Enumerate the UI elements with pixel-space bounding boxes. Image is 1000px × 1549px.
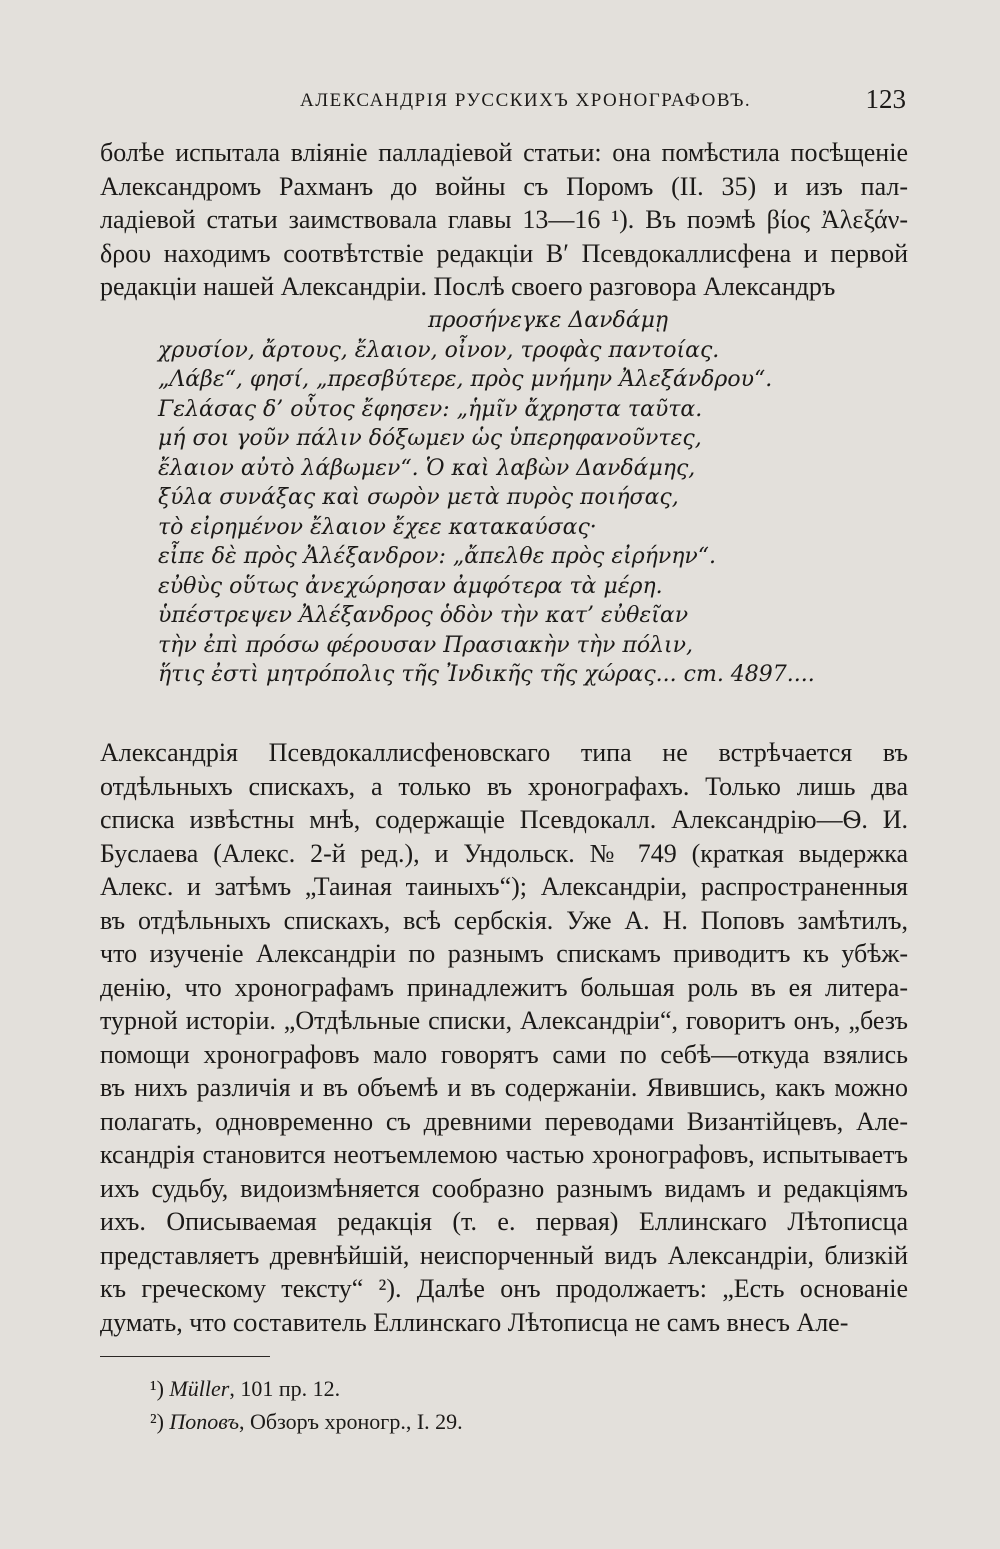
greek-verse-quotation [158, 306, 858, 690]
verse-line: εἶπε δὲ πρὸς Ἀλέξανδρον: „ἄπελθε πρὸς εἰρήνην“. [158, 544, 717, 569]
paragraph-intro [100, 136, 908, 304]
verse-line: μή σοι γοῦν πάλιν δόξωμεν ὡς ὑπερηφανοῦντες, [158, 426, 702, 451]
text-line: въ нихъ различія и въ объемѣ и въ содержаніи. Явившись, какъ можно [100, 1073, 908, 1102]
verse-line: τὸ εἰρημένον ἔλαιον ἔχεε κατακαύσας· [158, 514, 597, 540]
text-line: отдѣльныхъ спискахъ, а только въ хронографахъ. Только лишь два [100, 771, 908, 801]
footnote-author: Поповъ [169, 1409, 239, 1434]
text-line: ихъ. Описываемая редакція (т. е. первая) Еллинскаго Лѣтописца [100, 1207, 908, 1236]
text-line: къ греческому тексту“ ²). Далѣе онъ продолжаетъ: „Есть основаніе [100, 1274, 908, 1303]
text-line: редакціи нашей Александріи. Послѣ своего разговора Александръ [100, 272, 836, 301]
footnote-2 [150, 1405, 463, 1438]
verse-line: χρυσίον, ἄρτους, ἔλαιον, οἶνον, τροφὰς παντοίας. [158, 337, 720, 363]
page-header [100, 86, 908, 116]
text-line: болѣе испытала вліяніе палладіевой статьи: она помѣстила посѣщеніе [100, 138, 908, 167]
text-line: думать, что составитель Еллинскаго Лѣтописца не самъ внесъ Але- [100, 1307, 849, 1337]
text-line: въ отдѣльныхъ спискахъ, всѣ сербскія. Уже А. Н. Поповъ замѣтилъ, [100, 905, 908, 935]
footnote-text: , 101 пр. 12. [229, 1376, 341, 1401]
paragraph-main [100, 736, 908, 1339]
text-line: что изученіе Александріи по разнымъ спискамъ приводитъ къ убѣж- [100, 939, 908, 968]
text-line: ксандрія становится неотъемлемою частью хронографовъ, испытываетъ [100, 1140, 908, 1169]
text-line: денію, что хронографамъ принадлежитъ большая роль въ ея литера- [100, 972, 908, 1002]
text-line: полагать, одновременно съ древними переводами Византійцевъ, Але- [100, 1106, 908, 1136]
verse-line: εὐθὺς οὕτως ἀνεχώρησαν ἀμφότερα τὰ μέρη. [158, 573, 663, 599]
text-line: Александромъ Рахманъ до войны съ Поромъ (II. 35) и изъ пал- [100, 171, 908, 201]
footnote-mark: ²) [150, 1409, 164, 1434]
footnote-divider [100, 1356, 270, 1357]
text-line: представляетъ древнѣйшій, неиспорченный видъ Александріи, близкій [100, 1240, 908, 1270]
text-line: списка извѣстны мнѣ, содержащіе Псевдокалл. Александрію—Ѳ. И. [100, 805, 908, 834]
text-line: Александрія Псевдокаллисфеновскаго типа не встрѣчается въ [100, 738, 908, 767]
text-line: Буслаева (Алекс. 2-й ред.), и Ундольск. № 749 (краткая выдержка [100, 838, 908, 868]
verse-line: ἔλαιον αὐτὸ λάβωμεν“. Ὁ καὶ λαβὼν Δανδάμης, [158, 455, 696, 481]
footnote-1 [150, 1372, 463, 1405]
footnote-text: , Обзоръ хроногр., I. 29. [239, 1409, 463, 1434]
verse-line: προσήνεγκε Δανδάμῃ [428, 308, 669, 333]
text-line: турной исторіи. „Отдѣльные списки, Александріи“, говоритъ онъ, „безъ [100, 1006, 908, 1035]
verse-line: „Λάβε“, φησί, „πρεσβύτερε, πρὸς μνήμην Ἀλεξάνδρου“. [158, 367, 773, 392]
verse-line: ἥτις ἐστὶ μητρόπολις τῆς Ἰνδικῆς τῆς χώρας... ст. 4897.... [158, 662, 815, 687]
text-line: ихъ судьбу, видоизмѣняется сообразно разнымъ видамъ и редакціямъ [100, 1173, 908, 1203]
verse-line: ξύλα συνάξας καὶ σωρὸν μετὰ πυρὸς ποιήσας, [158, 485, 679, 510]
footnotes [150, 1372, 463, 1438]
verse-line: τὴν ἐπὶ πρόσω φέρουσαν Πρασιακὴν τὴν πόλιν, [158, 632, 694, 658]
footnote-mark: ¹) [150, 1376, 164, 1401]
running-title: АЛЕКСАНДРІЯ РУССКИХЪ ХРОНОГРАФОВЪ. [300, 90, 752, 111]
verse-line: Γελάσας δ’ οὗτος ἔφησεν: „ἡμῖν ἄχρηστα ταῦτα. [158, 396, 703, 422]
text-line: δρου находимъ соотвѣтствіе редакціи B′ Псевдокаллисфена и первой [100, 238, 908, 268]
page-number: 123 [865, 84, 906, 114]
text-line: помощи хронографовъ мало говорятъ сами по себѣ—откуда взялись [100, 1039, 908, 1069]
text-line: ладіевой статьи заимствовала главы 13—16 ¹). Въ поэмѣ βίος Ἀλεξάν- [100, 205, 908, 234]
footnote-author: Müller [169, 1376, 230, 1401]
text-line: Алекс. и затѣмъ „Таиная таиныхъ“); Александріи, распространенныя [100, 872, 908, 901]
verse-line: ὑπέστρεψεν Ἀλέξανδρος ὁδὸν τὴν κατ’ εὐθεῖαν [158, 603, 689, 628]
